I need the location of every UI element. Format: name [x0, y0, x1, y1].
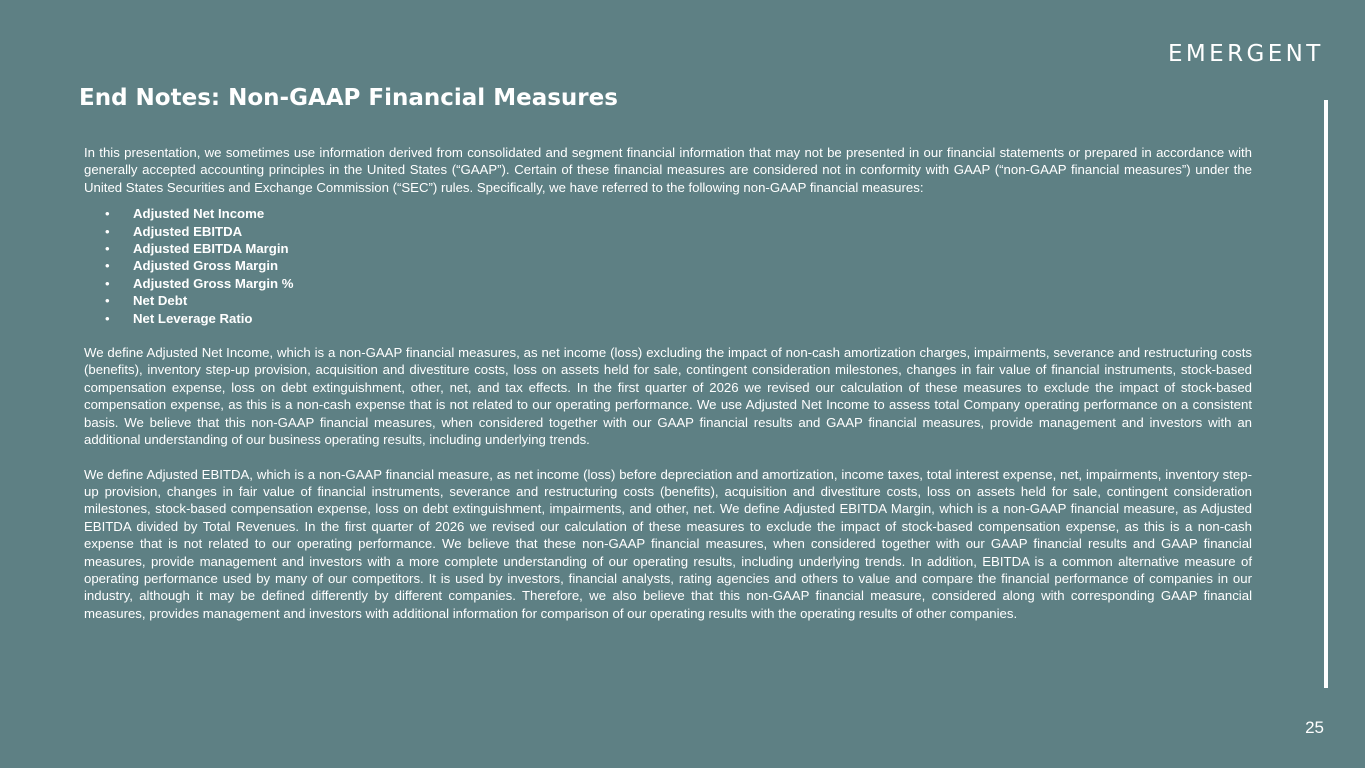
measure-label: Adjusted EBITDA: [133, 223, 243, 239]
vertical-divider: [1324, 100, 1328, 688]
measure-item: [84, 310, 1252, 327]
measure-item: [84, 223, 1252, 240]
bullet-icon: •: [105, 223, 110, 239]
measure-item: [84, 257, 1252, 274]
measure-label: Net Debt: [133, 293, 188, 309]
intro-paragraph: In this presentation, we sometimes use information derived from consolidated and segment financial information that may not be presented in our financial statements or prepared in accordance with generally accepted accounting principles in the United States (“GAAP”). Certain of these financial measures are considered not in conformity with GAAP (“non-GAAP financial measures”) under the United States Securities and Exchange Commission (“SEC”) rules. Specifically, we have referred to the following non-GAAP financial measures:: [84, 145, 1252, 195]
measure-label: Adjusted Gross Margin %: [133, 275, 294, 291]
bullet-icon: •: [105, 258, 110, 274]
adjusted-net-income-paragraph: We define Adjusted Net Income, which is a non-GAAP financial measures, as net income (loss) excluding the impact of non-cash amortization charges, impairments, severance and restructuring costs (benefits), inventory step-up provision, acquisition and divestiture costs, loss on assets held for sale, contingent consideration milestones, changes in fair value of financial instruments, stock-based compensation expense, loss on debt extinguishment, other, net, and tax effects. In the first quarter of 2026 we revised our calculation of these measures to exclude the impact of stock-based compensation expense, as this is a non-cash expense that is not related to our operating performance. We use Adjusted Net Income to assess total Company operating performance on a consistent basis. We believe that this non-GAAP financial measures, when considered together with our GAAP financial results and GAAP financial measures, provide management and investors with an additional understanding of our business operating results, including underlying trends.: [84, 345, 1252, 448]
measure-item: [84, 240, 1252, 257]
measure-item: [84, 205, 1252, 222]
page-number: 25: [1305, 718, 1324, 737]
slide-body: [84, 144, 1252, 622]
measures-list: [84, 205, 1252, 327]
measure-label: Adjusted Net Income: [133, 206, 265, 222]
bullet-icon: •: [105, 206, 110, 222]
bullet-icon: •: [105, 310, 110, 326]
bullet-icon: •: [105, 241, 110, 257]
measure-label: Adjusted Gross Margin: [133, 258, 279, 274]
bullet-icon: •: [105, 275, 110, 291]
measure-item: [84, 292, 1252, 309]
measure-label: Adjusted EBITDA Margin: [133, 241, 289, 257]
company-logo: EMERGENT: [1168, 41, 1324, 67]
measure-label: Net Leverage Ratio: [133, 310, 253, 326]
adjusted-ebitda-paragraph: We define Adjusted EBITDA, which is a non-GAAP financial measure, as net income (loss) before depreciation and amortization, income taxes, total interest expense, net, impairments, inventory step-up provision, changes in fair value of financial instruments, severance and restructuring costs (benefits), acquisition and divestiture costs, loss on assets held for sale, contingent consideration milestones, stock-based compensation expense, loss on debt extinguishment, impairments, and other, net. We define Adjusted EBITDA Margin, which is a non-GAAP financial measure, as Adjusted EBITDA divided by Total Revenues. In the first quarter of 2026 we revised our calculation of these measures to exclude the impact of stock-based compensation expense, as this is a non-cash expense that is not related to our operating performance. We believe that these non-GAAP financial measures, when considered together with our GAAP financial results and GAAP financial measures, provide management and investors with a more complete understanding of our operating results, including underlying trends. In addition, EBITDA is a common alternative measure of operating performance used by many of our competitors. It is used by investors, financial analysts, rating agencies and others to value and compare the financial performance of companies in our industry, although it may be defined differently by different companies. Therefore, we also believe that this non-GAAP financial measure, considered along with corresponding GAAP financial measures, provides management and investors with additional information for comparison of our operating results with the operating results of other companies.: [84, 466, 1252, 621]
bullet-icon: •: [105, 293, 110, 309]
measure-item: [84, 275, 1252, 292]
slide-title: End Notes: Non-GAAP Financial Measures: [79, 85, 618, 111]
